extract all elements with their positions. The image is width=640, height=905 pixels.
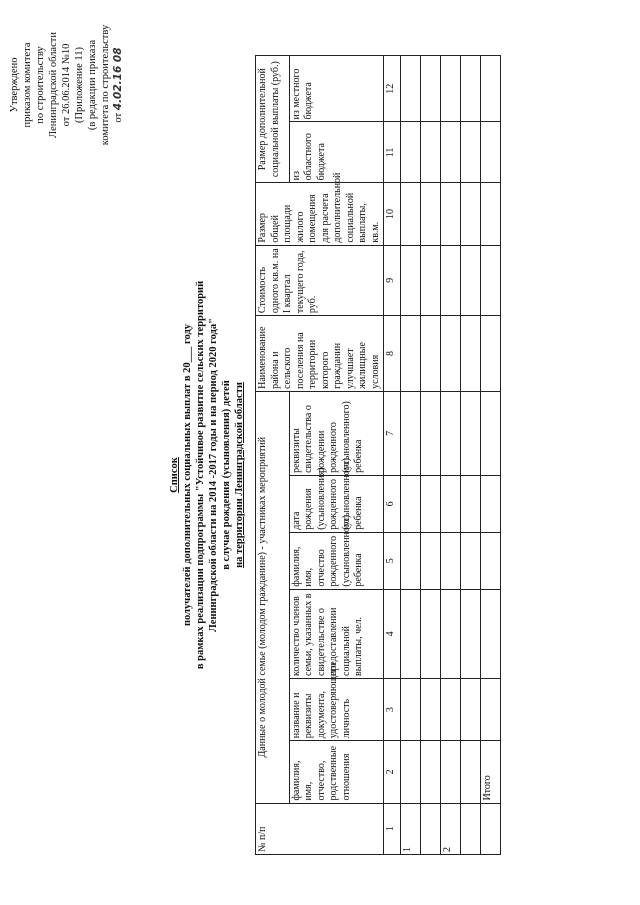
document-title: Список <box>169 457 180 493</box>
column-number: 8 <box>384 316 401 392</box>
row-number <box>461 803 481 854</box>
heading-line: на территории Ленинградской области <box>234 382 245 568</box>
header-regional-budget: из областного бюджета <box>289 122 383 183</box>
header-row-top <box>256 56 290 855</box>
header-birth-certificate: реквизиты свидетельства о рождении рожденного (усыновленного) ребенка <box>289 391 383 475</box>
header-cost-per-sqm: Стоимость одного кв.м. на I квартал текущего года, руб. <box>256 245 384 315</box>
column-number: 2 <box>384 741 401 803</box>
table-row <box>421 56 441 855</box>
approval-line: (Приложение 11) <box>74 46 85 124</box>
header-area: Размер общей площади жилого помещения для расчета дополнительной социальной выплаты, кв.м. <box>256 183 384 245</box>
heading-line: получателей дополнительных социальных выплат в 20___ году <box>182 323 193 627</box>
handwritten-date-stamp: 4.02.16 08 <box>112 47 124 111</box>
total-row <box>481 56 501 855</box>
column-number: 11 <box>384 122 401 183</box>
approval-line: Ленинградской области <box>48 32 59 138</box>
header-local-budget: из местного бюджета <box>289 56 383 122</box>
column-number: 3 <box>384 678 401 740</box>
approval-line: комитета по строительству <box>100 24 111 146</box>
approval-from-prefix: от <box>113 112 124 123</box>
approval-block <box>8 5 125 165</box>
column-number: 7 <box>384 391 401 475</box>
column-number: 1 <box>384 803 401 854</box>
approval-line: Утверждено <box>9 57 20 113</box>
total-label: Итого <box>481 741 501 803</box>
heading-line: в случае рождения (усыновления) детей <box>221 380 232 570</box>
header-family-group: Данные о молодой семье (молодом гражданине) - участниках мероприятий <box>256 391 290 803</box>
approval-line: приказом комитета <box>22 42 33 128</box>
column-number: 12 <box>384 56 401 122</box>
approval-line: по строительству <box>35 46 46 124</box>
table-row <box>401 56 421 855</box>
column-number: 5 <box>384 532 401 589</box>
header-id-document: название и реквизиты документа, удостоверяющего личность <box>289 678 383 740</box>
approval-date-line <box>112 5 125 165</box>
header-num: № п/п <box>256 803 384 854</box>
column-number: 10 <box>384 183 401 245</box>
column-number: 9 <box>384 245 401 315</box>
row-number <box>421 803 441 854</box>
header-family-members: количество членов семьи, указанных в свидетельстве о предоставлении социальной выплаты, чел. <box>289 589 383 678</box>
column-number: 6 <box>384 475 401 532</box>
table-row <box>461 56 481 855</box>
document-heading <box>168 195 246 755</box>
header-payment-group: Размер дополнительной социальной выплаты (руб.) <box>256 56 290 183</box>
recipients-table <box>255 55 501 855</box>
row-number: 2 <box>441 803 461 854</box>
column-number-row <box>384 56 401 855</box>
approval-line: (в редакции приказа <box>87 39 98 131</box>
approval-line: от 26.06.2014 №10 <box>61 43 72 127</box>
row-number: 1 <box>401 803 421 854</box>
heading-line: Ленинградской области на 2014 -2017 годы и на период 2020 года" <box>208 318 219 632</box>
header-full-name: фамилия, имя, отчество, родственные отношения <box>289 741 383 803</box>
header-district: Наименование района и сельского поселения на территории которого гражданин улучшает жилищные условия <box>256 316 384 392</box>
header-birth-date: дата рождения (усыновления) рожденного (усыновленного) ребенка <box>289 475 383 532</box>
table-row <box>441 56 461 855</box>
heading-line: в рамках реализации подпрограммы "Устойчивое развитие сельских территорий <box>195 280 206 670</box>
header-child-name: фамилия, имя, отчество рожденного (усыновленного) ребенка <box>289 532 383 589</box>
column-number: 4 <box>384 589 401 678</box>
